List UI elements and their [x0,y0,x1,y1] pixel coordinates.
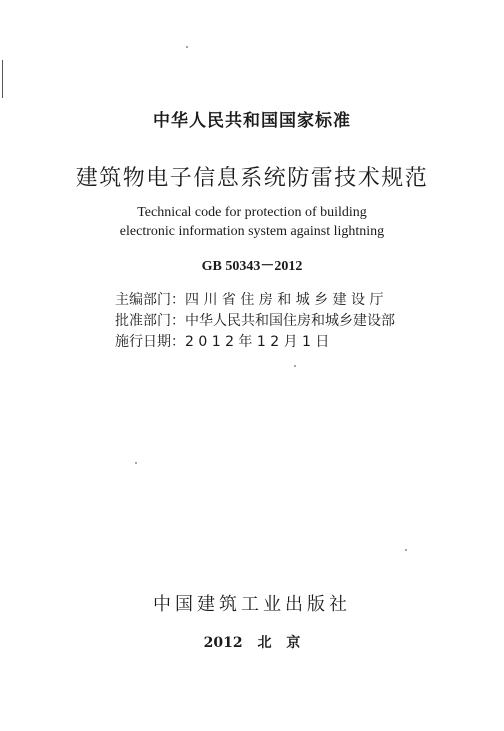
publication-year-place: 2012 北 京 [203,635,301,651]
approving-department: 批准部门：中华人民共和国住房和城乡建设部 [115,313,395,329]
scan-speck [405,549,407,551]
publication-info-block [115,290,395,353]
english-title-line-1: Technical code for protection of building [137,205,367,220]
publisher-name: 中国建筑工业出版社 [153,594,351,615]
standard-series-title: 中华人民共和国国家标准 [153,111,351,131]
document-title-english [0,203,504,241]
editor-department: 主编部门：四 川 省 住 房 和 城 乡 建 设 厅 [115,292,384,308]
english-title-line-2: electronic information system against lightning [119,224,385,239]
scan-speck [294,365,296,367]
standard-code: GB 50343－2012 [201,259,303,274]
scan-speck [135,462,137,464]
scan-speck [186,46,188,48]
effective-date: 施行日期：2 0 1 2 年 1 2 月 1 日 [115,334,330,350]
binding-edge-mark [2,60,3,98]
document-title-chinese: 建筑物电子信息系统防雷技术规范 [75,166,429,191]
